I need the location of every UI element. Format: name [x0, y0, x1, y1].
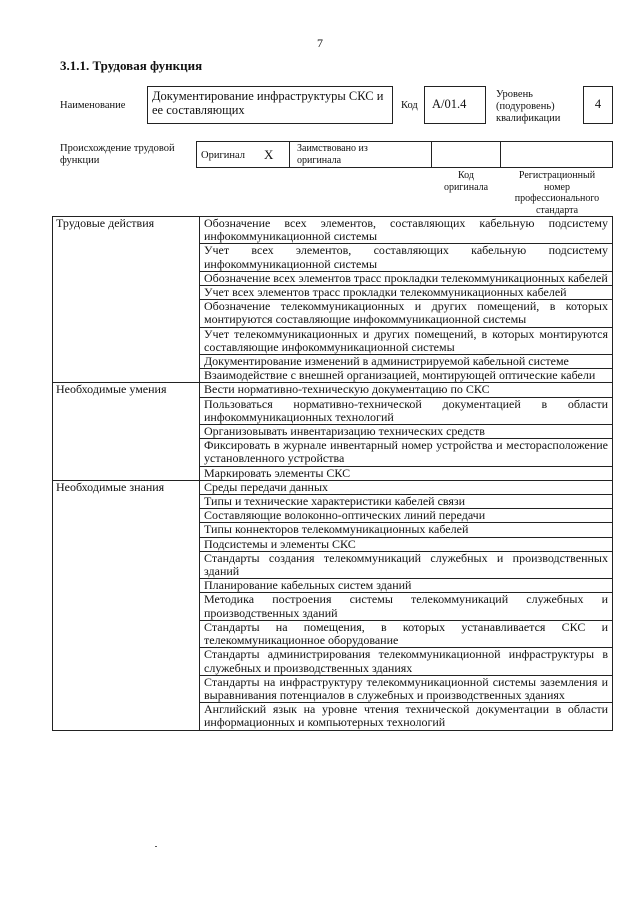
- table-cell: Типы и технические характеристики кабелей связи: [200, 495, 613, 509]
- category-cell: Необходимые знания: [53, 480, 200, 730]
- origin-divider: [500, 141, 501, 168]
- origin-divider: [289, 141, 290, 168]
- table-cell: Взаимодействие с внешней организацией, монтирующей оптические кабели: [200, 369, 613, 383]
- origin-box: [196, 141, 613, 168]
- code-value: A/01.4: [432, 97, 467, 111]
- table-cell: Организовывать инвентаризацию технических средств: [200, 425, 613, 439]
- table-cell: Стандарты создания телекоммуникаций служебных и производственных зданий: [200, 551, 613, 578]
- function-table: [52, 216, 613, 731]
- section-title: 3.1.1. Трудовая функция: [60, 58, 203, 73]
- registration-caption-line: стандарта: [535, 204, 579, 216]
- registration-caption-line: номер: [544, 181, 570, 193]
- table-cell: Стандарты на помещения, в которых устанавливается СКС и телекоммуникационное оборудование: [200, 620, 613, 647]
- level-value-box: [583, 86, 613, 124]
- registration-caption-line: Регистрационный: [518, 170, 596, 181]
- code-value-box: [424, 86, 486, 124]
- table-cell: Обозначение всех элементов, составляющих кабельную подсистему инфокоммуникационной системы: [200, 217, 613, 244]
- origin-label: [60, 143, 175, 167]
- category-cell: Трудовые действия: [53, 217, 200, 383]
- name-value: Документирование инфраструктуры СКС и ее составляющих: [152, 89, 384, 117]
- level-value: 4: [594, 97, 602, 111]
- table-cell: Учет всех элементов трасс прокладки телекоммуникационных кабелей: [200, 286, 613, 300]
- registration-caption-line: профессионального: [514, 193, 600, 204]
- table-cell: Учет телекоммуникационных и других помещений, в которых монтируются составляющие инфокоммуникационной системы: [200, 327, 613, 354]
- borrowed-label-line: Заимствовано из: [297, 143, 368, 154]
- table-cell: Методика построения системы телекоммуникаций служебных и производственных зданий: [200, 593, 613, 620]
- level-label-line: Уровень: [496, 89, 533, 100]
- code-caption-line: оригинала: [443, 181, 489, 193]
- table-cell: Обозначение всех элементов трасс прокладки телекоммуникационных кабелей: [200, 271, 613, 285]
- table-cell: Типы коннекторов телекоммуникационных кабелей: [200, 523, 613, 537]
- name-label: Наименование: [60, 100, 126, 111]
- code-label: Код: [401, 100, 418, 111]
- level-label-line: (подуровень): [496, 101, 555, 112]
- level-label-line: квалификации: [496, 113, 561, 124]
- table-cell: Обозначение телекоммуникационных и других помещений, в которых монтируются составляющие инфокоммуникационной системы: [200, 300, 613, 327]
- registration-caption: [501, 170, 613, 216]
- table-cell: Стандарты на инфраструктуру телекоммуникационной системы заземления и выравнивания потенциалов в служебных и производственных зданиях: [200, 675, 613, 702]
- table-cell: Подсистемы и элементы СКС: [200, 537, 613, 551]
- borrowed-label-line: оригинала: [297, 154, 342, 166]
- table-cell: Учет всех элементов, составляющих кабельную подсистему инфокоммуникационной системы: [200, 244, 613, 271]
- table-cell: Стандарты администрирования телекоммуникационной инфраструктуры в служебных и производственных зданиях: [200, 648, 613, 675]
- original-mark: X: [264, 147, 274, 162]
- name-value-box: [147, 86, 393, 124]
- table-cell: Английский язык на уровне чтения технической документации в области информационных и компьютерных технологий: [200, 703, 613, 730]
- scan-speck: [155, 846, 157, 847]
- table-row: [53, 480, 613, 494]
- table-cell: Пользоваться нормативно-технической документацией в области инфокоммуникационных технологий: [200, 397, 613, 424]
- table-cell: Маркировать элементы СКС: [200, 466, 613, 480]
- table-row: [53, 383, 613, 397]
- code-caption: [432, 170, 500, 193]
- table-cell: Вести нормативно-техническую документацию по СКС: [200, 383, 613, 397]
- borrowed-label: [297, 143, 368, 166]
- level-label: [496, 89, 560, 125]
- table-cell: Документирование изменений в администрируемой кабельной системе: [200, 355, 613, 369]
- table-cell: Фиксировать в журнале инвентарный номер устройства и месторасположение установленного устройства: [200, 439, 613, 466]
- code-caption-line: Код: [458, 170, 474, 181]
- origin-divider: [431, 141, 432, 168]
- original-label: Оригинал: [201, 150, 245, 161]
- table-cell: Среды передачи данных: [200, 480, 613, 494]
- category-cell: Необходимые умения: [53, 383, 200, 480]
- table-cell: Составляющие волоконно-оптических линий передачи: [200, 509, 613, 523]
- origin-label-line: функции: [60, 155, 100, 166]
- table-cell: Планирование кабельных систем зданий: [200, 579, 613, 593]
- origin-label-line: Происхождение трудовой: [60, 143, 175, 154]
- table-row: [53, 217, 613, 244]
- page-number: 7: [317, 36, 323, 50]
